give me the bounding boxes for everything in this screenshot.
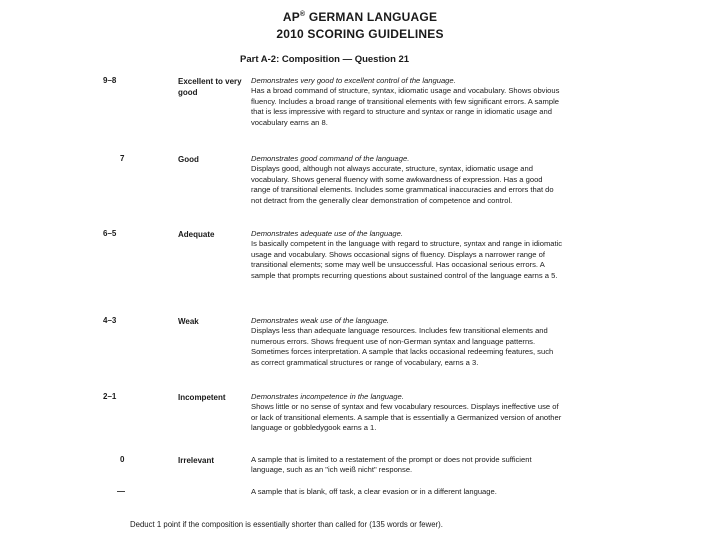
score-range: — (117, 487, 125, 496)
score-description (251, 455, 563, 476)
score-label: Good (178, 155, 199, 164)
description-text: Is basically competent in the language with regard to structure, syntax and range in idiomatic usage and vocabulary. Shows occasional signs of fluency. Displays a narrower range of transitional elements; some may well be unsuccessful. Has occasional serious errors. A sample that prompts recurring questions about sustained control of the language earns a 5. (251, 239, 563, 280)
description-text: Shows little or no sense of syntax and few vocabulary resources. Displays ineffective use of or lack of transitional elements. A sample that is essentially a Germanized version of another language or gobbledygook earns a 1. (251, 402, 562, 433)
score-label: Incompetent (178, 393, 226, 402)
score-range: 4–3 (103, 316, 117, 325)
description-lead: Demonstrates good command of the language. (251, 154, 410, 163)
title-rest: GERMAN LANGUAGE (305, 10, 438, 24)
description-text: A sample that is limited to a restatement of the prompt or does not provide sufficient language, such as an "ich weiß nicht" response. (251, 455, 532, 475)
description-text: Has a broad command of structure, syntax, idiomatic usage and vocabulary. Shows obvious fluency. Includes a broad range of transitional elements with few significant errors. A sample that is less impressive with regard to structure and syntax or range in idiomatic usage and vocabulary earns an 8. (251, 86, 560, 127)
score-description (251, 487, 563, 497)
description-lead: Demonstrates incompetence in the language. (251, 392, 404, 401)
score-label: Adequate (178, 230, 215, 239)
score-range: 6–5 (103, 229, 117, 238)
description-lead: Demonstrates weak use of the language. (251, 316, 390, 325)
description-text: Displays less than adequate language resources. Includes few transitional elements and numerous errors. Shows frequent use of non-German syntax and language patterns. Sometimes forces interpretation. A sample that lacks occasional redeeming features, such as correct grammatical structures or range of vocabulary, earns a 3. (251, 326, 554, 367)
part-heading: Part A-2: Composition — Question 21 (240, 54, 410, 65)
document-subtitle: 2010 SCORING GUIDELINES (276, 27, 444, 41)
score-description (251, 316, 563, 368)
description-lead: Demonstrates very good to excellent control of the language. (251, 76, 456, 85)
score-label: Irrelevant (178, 456, 215, 465)
score-description (251, 76, 563, 128)
score-label: Excellent to very good (178, 77, 242, 97)
score-range: 0 (120, 455, 125, 464)
description-text: A sample that is blank, off task, a clear evasion or in a different language. (251, 487, 497, 496)
score-range: 2–1 (103, 392, 117, 401)
score-label: Weak (178, 317, 199, 326)
score-description (251, 229, 563, 281)
description-text: Displays good, although not always accurate, structure, syntax, idiomatic usage and vocabulary. Shows general fluency with some awkwardness of expression. Has a good range of transitional elements. Includes some grammatical inaccuracies and errors that do not detract from the generally clear demonstration of competence and control. (251, 164, 554, 205)
registered-mark: ® (299, 11, 306, 18)
score-range: 9–8 (103, 76, 117, 85)
score-description (251, 154, 563, 206)
document-title (0, 10, 720, 24)
score-description (251, 392, 563, 434)
description-lead: Demonstrates adequate use of the language. (251, 229, 403, 238)
deduction-note: Deduct 1 point if the composition is essentially shorter than called for (135 words or fewer). (130, 520, 443, 529)
score-range: 7 (120, 154, 125, 163)
title-prefix: AP (282, 10, 300, 24)
